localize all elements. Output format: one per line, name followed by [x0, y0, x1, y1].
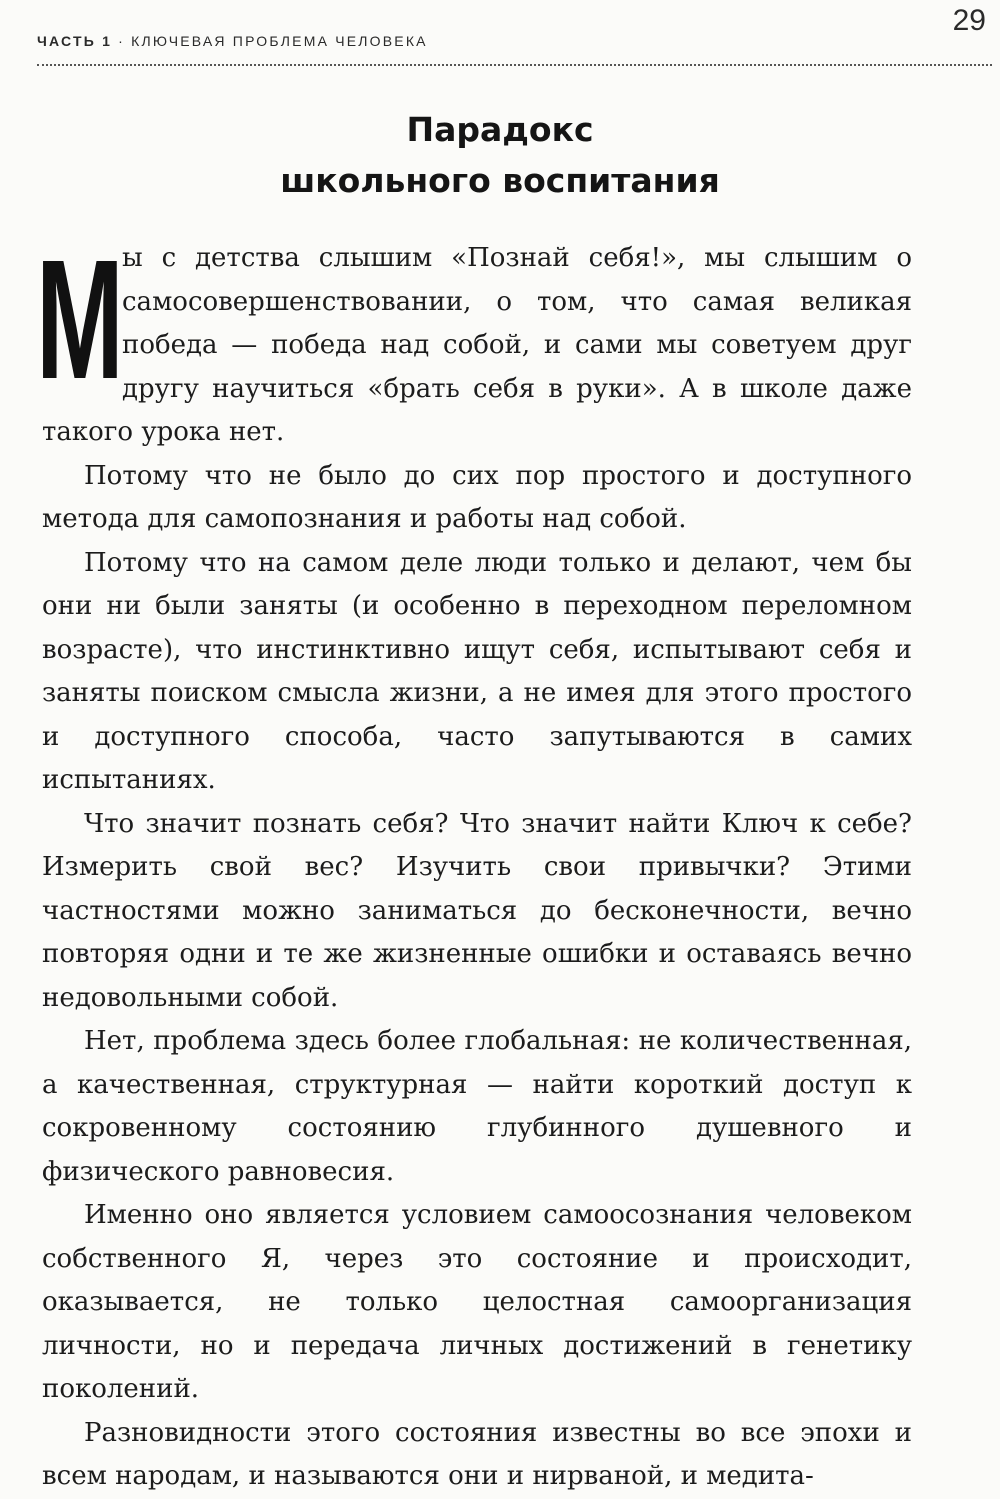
paragraph-1: [36, 225, 912, 455]
drop-cap: М: [36, 225, 124, 415]
chapter-title: [0, 104, 1000, 206]
paragraph-7: Разновидности этого состояния известны во все эпохи и всем народам, и называются они и нирваной, и медита-: [42, 1417, 912, 1491]
section-title: КЛЮЧЕВАЯ ПРОБЛЕМА ЧЕЛОВЕКА: [131, 33, 428, 49]
running-head: [37, 33, 428, 49]
paragraph-5: Нет, проблема здесь более глобальная: не количественная, а качественная, структурная — найти короткий доступ к сокровенному состоянию глубинного душевного и физического равновесия.: [42, 1026, 912, 1187]
paragraph-1-text: ы с детства слышим «Познай себя!», мы слышим о самосовершенствовании, о том, что самая великая победа — победа над собой, и сами мы советуем друг другу научиться «брать себя в руки». А в школе даже такого урока нет.: [42, 243, 912, 447]
paragraph-6: Именно оно является условием самоосознания человеком собственного Я, через это состояние и происходит, оказывается, не только целостная самоорганизация личности, но и передача личных достижений в генетику поколений.: [42, 1200, 912, 1404]
chapter-title-line1: Парадокс: [406, 110, 594, 149]
chapter-title-line2: школьного воспитания: [280, 161, 720, 200]
part-label: ЧАСТЬ 1: [37, 33, 113, 49]
paragraph-4: Что значит познать себя? Что значит найти Ключ к себе? Измерить свой вес? Изучить свои привычки? Этими частностями можно заниматься до бесконечности, вечно повторяя одни и те же жизненные ошибки и оставаясь вечно недовольными собой.: [42, 808, 912, 1013]
header-divider: [37, 64, 992, 66]
running-head-separator: ·: [112, 33, 132, 49]
paragraph-3: Потому что на самом деле люди только и делают, чем бы они ни были заняты (и особенно в переходном переломном возрасте), что инстинктивно ищут себя, испытывают себя и заняты поиском смысла жизни, а не имея для этого простого и доступного способа, часто запутываются в самих испытаниях.: [42, 547, 912, 795]
paragraph-2: Потому что не было до сих пор простого и доступного метода для самопознания и работы над собой.: [42, 460, 912, 534]
body-text: [36, 225, 912, 1499]
page-number: 29: [952, 4, 986, 37]
